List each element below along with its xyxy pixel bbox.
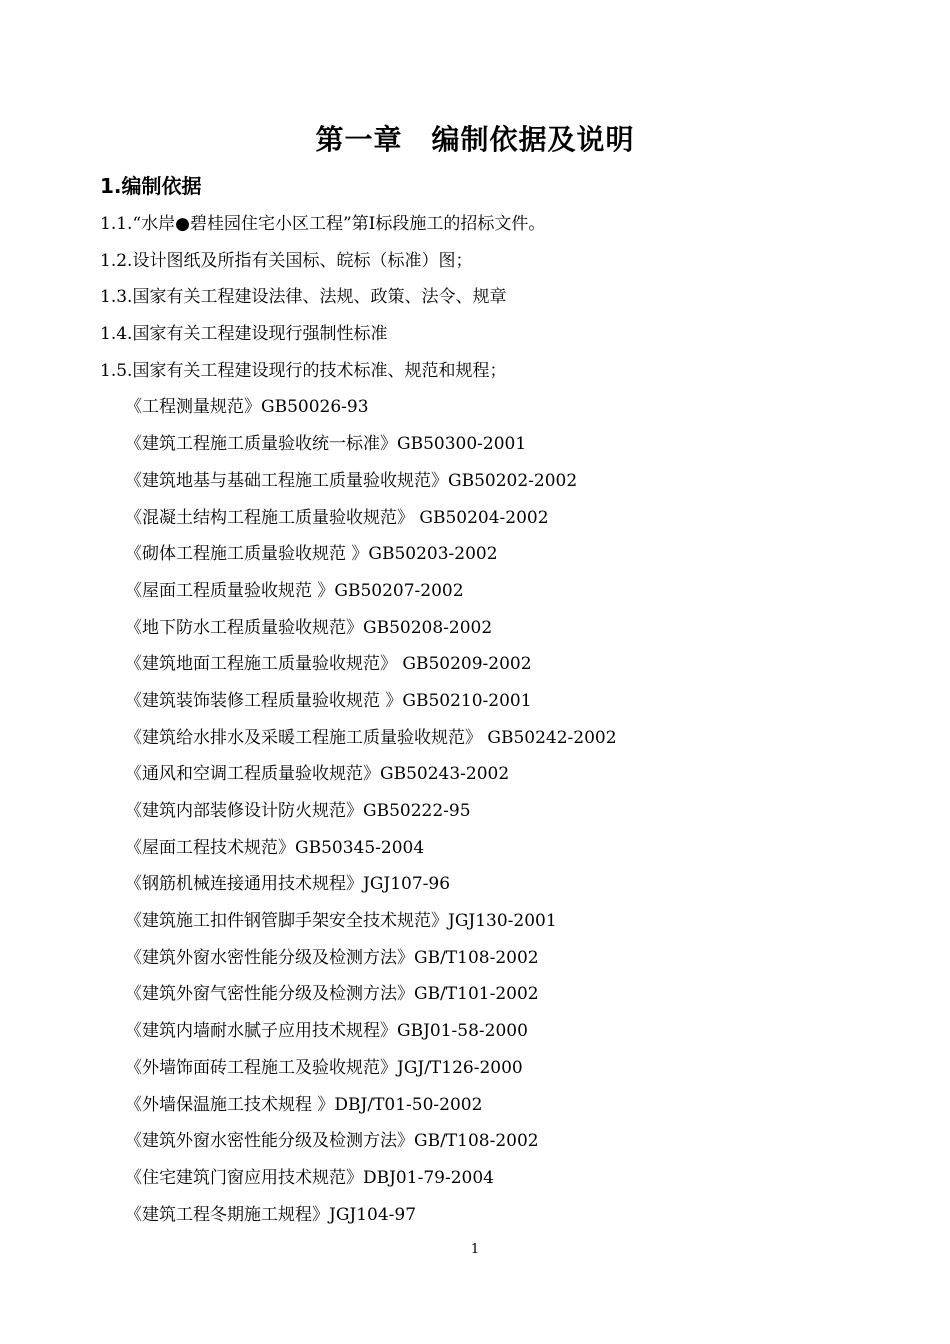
- standard-reference-item: 《建筑给水排水及采暖工程施工质量验收规范》 GB50242-2002: [125, 727, 617, 748]
- standard-reference-item: 《地下防水工程质量验收规范》GB50208-2002: [125, 617, 493, 638]
- basis-item: 1.5.国家有关工程建设现行的技术标准、规范和规程；: [100, 360, 507, 381]
- basis-item: 1.3.国家有关工程建设法律、法规、政策、法令、规章: [100, 287, 507, 308]
- standard-reference-item: 《建筑外窗水密性能分级及检测方法》GB/T108-2002: [125, 1131, 539, 1152]
- standard-reference-item: 《住宅建筑门窗应用技术规范》DBJ01-79-2004: [125, 1167, 494, 1188]
- standard-reference-item: 《建筑工程施工质量验收统一标准》GB50300-2001: [125, 434, 527, 455]
- standard-reference-item: 《建筑外窗气密性能分级及检测方法》GB/T101-2002: [125, 984, 539, 1005]
- standard-reference-item: 《建筑外窗水密性能分级及检测方法》GB/T108-2002: [125, 947, 539, 968]
- section-heading: 1.编制依据: [100, 174, 202, 198]
- standard-reference-item: 《屋面工程质量验收规范 》GB50207-2002: [125, 580, 464, 601]
- standard-reference-item: 《工程测量规范》GB50026-93: [125, 397, 369, 418]
- chapter-title: 第一章 编制依据及说明: [315, 123, 635, 156]
- standard-reference-item: 《建筑地面工程施工质量验收规范》 GB50209-2002: [125, 654, 532, 675]
- standard-reference-item: 《建筑内墙耐水腻子应用技术规程》GBJ01-58-2000: [125, 1021, 528, 1042]
- standard-reference-item: 《建筑施工扣件钢管脚手架安全技术规范》JGJ130-2001: [125, 911, 557, 932]
- standard-reference-item: 《外墙保温施工技术规程 》DBJ/T01-50-2002: [125, 1094, 483, 1115]
- standard-reference-item: 《建筑内部装修设计防火规范》GB50222-95: [125, 801, 471, 821]
- basis-item: 1.1.“水岸●碧桂园住宅小区工程”第Ⅰ标段施工的招标文件。: [100, 214, 546, 234]
- standard-reference-item: 《外墙饰面砖工程施工及验收规范》JGJ/T126-2000: [125, 1057, 523, 1078]
- basis-item: 1.4.国家有关工程建设现行强制性标准: [100, 324, 388, 345]
- standard-reference-item: 《混凝土结构工程施工质量验收规范》 GB50204-2002: [125, 507, 549, 528]
- basis-list: [100, 206, 617, 1233]
- standard-reference-item: 《建筑工程冬期施工规程》JGJ104-97: [125, 1204, 417, 1225]
- standard-reference-item: 《建筑装饰装修工程质量验收规范 》GB50210-2001: [125, 690, 532, 711]
- standard-reference-item: 《屋面工程技术规范》GB50345-2004: [125, 837, 425, 858]
- standard-reference-item: 《砌体工程施工质量验收规范 》GB50203-2002: [125, 544, 498, 565]
- basis-item: 1.2.设计图纸及所指有关国标、皖标（标准）图；: [100, 250, 473, 271]
- page-number: 1: [470, 1242, 480, 1257]
- standard-reference-item: 《通风和空调工程质量验收规范》GB50243-2002: [125, 764, 510, 785]
- standard-reference-item: 《建筑地基与基础工程施工质量验收规范》GB50202-2002: [125, 470, 578, 491]
- standard-reference-item: 《钢筋机械连接通用技术规程》JGJ107-96: [125, 874, 451, 895]
